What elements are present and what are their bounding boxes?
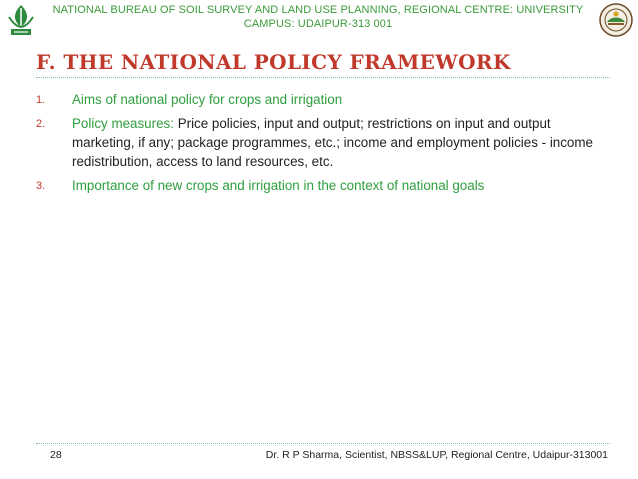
footer-credit: Dr. R P Sharma, Scientist, NBSS&LUP, Regional Centre, Udaipur-313001 <box>265 449 608 461</box>
footer-divider <box>36 443 610 444</box>
list-item-text: Price policies, input and output; restrictions on input and output marketing, if any; package programmes, etc.; income and employment policies - income redistribution, access to land resources, etc. <box>72 116 593 169</box>
title-divider <box>36 77 610 78</box>
list-item-number: 2. <box>36 118 46 130</box>
slide-title: F. THE NATIONAL POLICY FRAMEWORK <box>36 50 511 74</box>
policy-list <box>36 90 596 200</box>
list-item-lead: Policy measures: <box>72 116 174 131</box>
list-item-number: 1. <box>36 94 46 106</box>
list-item <box>36 114 596 171</box>
page-number: 28 <box>50 449 62 461</box>
nbsslup-seal-icon <box>599 2 633 38</box>
list-item-lead: Aims of national policy for crops and irrigation <box>72 92 343 107</box>
list-item <box>36 176 596 195</box>
list-item <box>36 90 596 109</box>
list-item-lead: Importance of new crops and irrigation in the context of national goals <box>72 178 485 193</box>
list-item-number: 3. <box>36 180 46 192</box>
icar-logo-icon <box>5 3 37 37</box>
header-line-2: CAMPUS: UDAIPUR-313 001 <box>243 18 393 30</box>
header <box>0 0 638 40</box>
header-title <box>44 3 592 31</box>
header-line-1: NATIONAL BUREAU OF SOIL SURVEY AND LAND USE PLANNING, REGIONAL CENTRE: UNIVERSITY <box>52 4 584 16</box>
